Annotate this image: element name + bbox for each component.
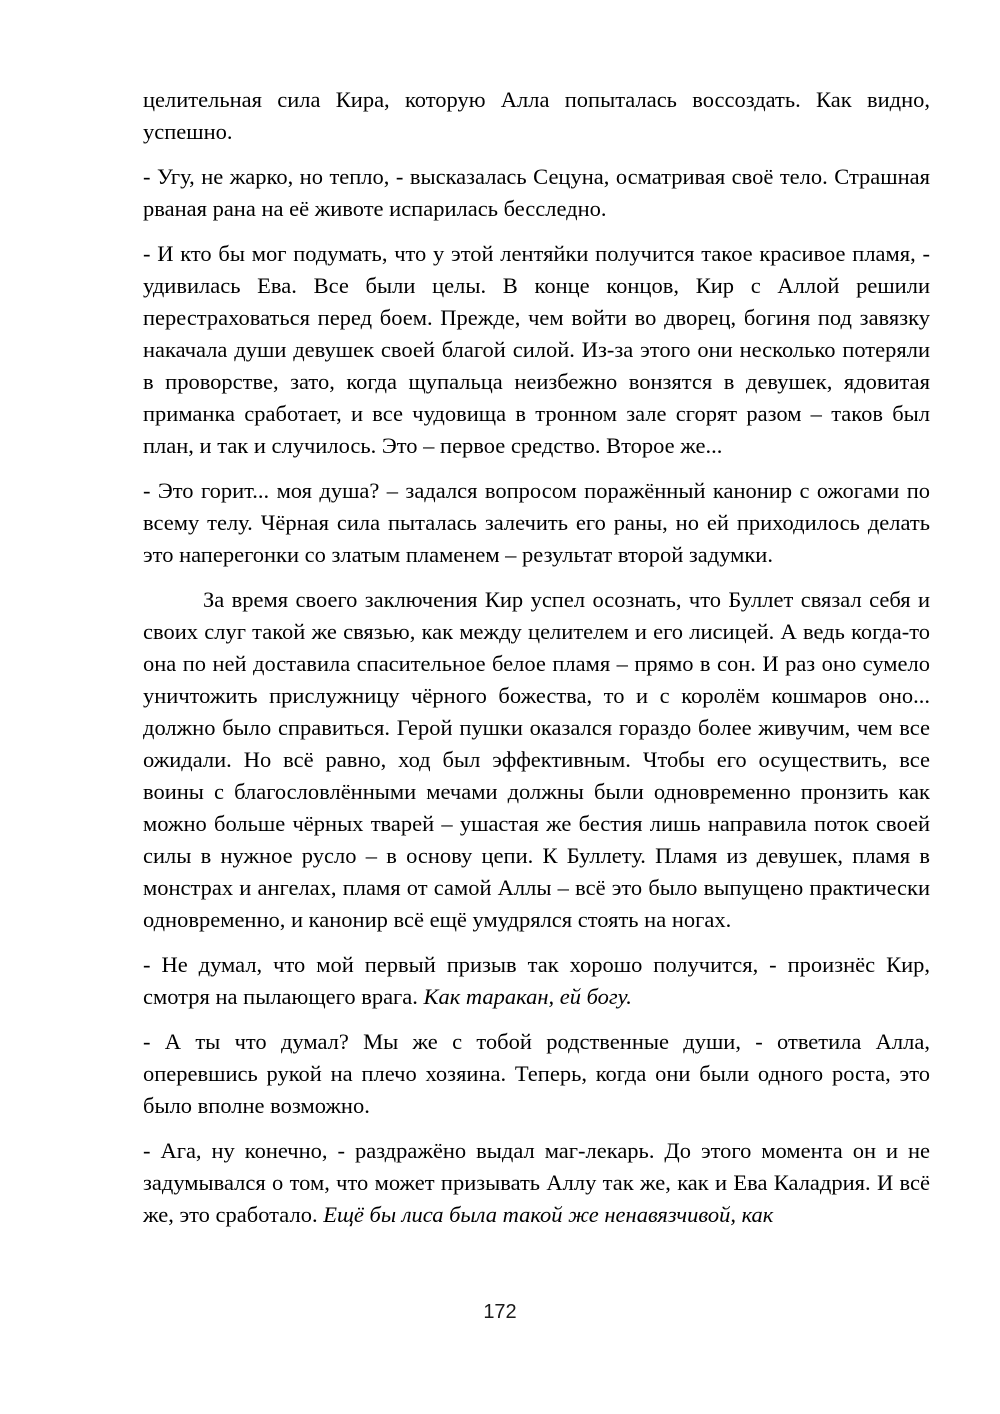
- page-text: [143, 84, 930, 1244]
- text-segment: - Ага, ну конечно, - раздражёно выдал маг-лекарь. До этого момента он и не задумывался о том, что может призывать Аллу так же, как и Ева Каладрия. И всё же, это сработало.: [143, 1138, 930, 1227]
- italic-text-segment: Ещё бы лиса была такой же ненавязчивой, как: [323, 1202, 774, 1227]
- text-segment: - Угу, не жарко, но тепло, - высказалась Сецуна, осматривая своё тело. Страшная рваная рана на её животе испарилась бесследно.: [143, 164, 930, 221]
- page-number: 172: [483, 1301, 517, 1323]
- paragraph: [143, 84, 930, 148]
- text-segment: За время своего заключения Кир успел осознать, что Буллет связал себя и своих слуг такой же связью, как между целителем и его лисицей. А ведь когда-то она по ней доставила спасительное белое пламя – прямо в сон. И раз оно сумело уничтожить прислужницу чёрного божества, то и с королём кошмаров оно... должно было справиться. Герой пушки оказался гораздо более живучим, чем все ожидали. Но всё равно, ход был эффективным. Чтобы его осуществить, все воины с благословлёнными мечами должны были одновременно пронзить как можно больше чёрных тварей – ушастая же бестия лишь направила поток своей силы в нужное русло – в основу цепи. К Буллету. Пламя из девушек, пламя в монстрах и ангелах, пламя от самой Аллы – всё это было выпущено практически одновременно, и канонир всё ещё умудрялся стоять на ногах.: [143, 587, 930, 932]
- paragraph: [143, 475, 930, 571]
- paragraph: [143, 1026, 930, 1122]
- paragraph: [143, 1135, 930, 1231]
- text-segment: - Не думал, что мой первый призыв так хорошо получится, - произнёс Кир, смотря на пылающего врага.: [143, 952, 930, 1009]
- text-segment: - А ты что думал? Мы же с тобой родственные души, - ответила Алла, оперевшись рукой на плечо хозяина. Теперь, когда они были одного роста, это было вполне возможно.: [143, 1029, 930, 1118]
- text-segment: - И кто бы мог подумать, что у этой лентяйки получится такое красивое пламя, - удивилась Ева. Все были целы. В конце концов, Кир с Аллой решили перестраховаться перед боем. Прежде, чем войти во дворец, богиня под завязку накачала души девушек своей благой силой. Из-за этого они несколько потеряли в проворстве, зато, когда щупальца неизбежно вонзятся в девушек, ядовитая приманка сработает, и все чудовища в тронном зале сгорят разом – таков был план, и так и случилось. Это – первое средство. Второе же...: [143, 241, 930, 458]
- paragraph: [143, 584, 930, 936]
- paragraph: [143, 949, 930, 1013]
- paragraph: [143, 161, 930, 225]
- paragraph: [143, 238, 930, 462]
- text-segment: целительная сила Кира, которую Алла попыталась воссоздать. Как видно, успешно.: [143, 87, 930, 144]
- text-segment: - Это горит... моя душа? – задался вопросом поражённый канонир с ожогами по всему телу. Чёрная сила пыталась залечить его раны, но ей приходилось делать это наперегонки со златым пламенем – результат второй задумки.: [143, 478, 930, 567]
- italic-text-segment: Как таракан, ей богу.: [423, 984, 632, 1009]
